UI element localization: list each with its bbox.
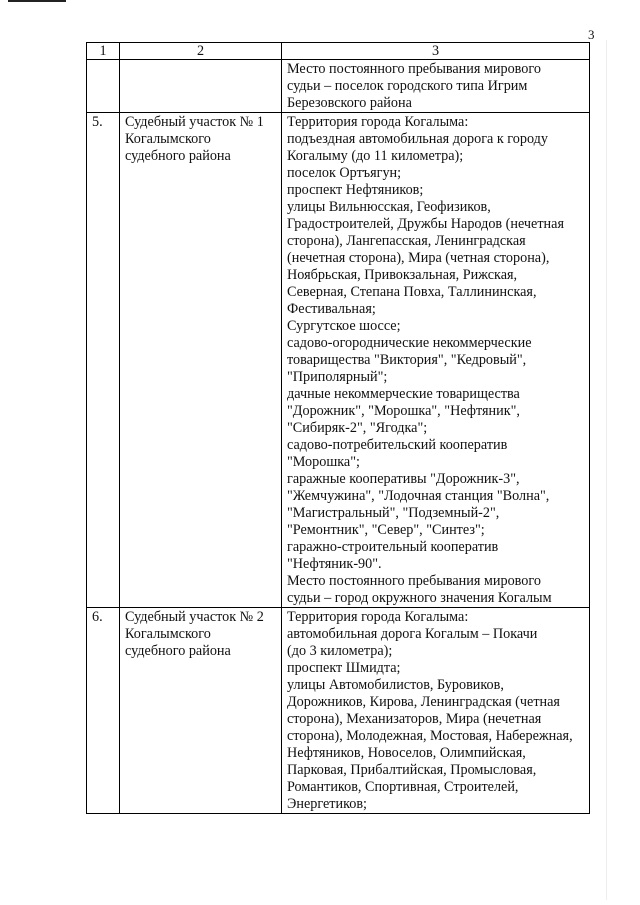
territory-line: "Дорожник", "Морошка", "Нефтяник", (287, 403, 520, 419)
territory-line: Место постоянного пребывания мирового (287, 61, 541, 77)
court-district-cell (120, 608, 282, 814)
territory-line: судьи – поселок городского типа Игрим (287, 78, 528, 94)
court-districts-table (86, 42, 590, 814)
court-district-cell (120, 113, 282, 608)
column-header-3: 3 (282, 43, 590, 60)
territory-line: "Магистральный", "Подземный-2", (287, 505, 500, 521)
territory-line: "Приполярный"; (287, 369, 388, 385)
territory-line: Березовского района (287, 95, 412, 111)
territory-line: Место постоянного пребывания мирового (287, 573, 541, 589)
territory-line: Северная, Степана Повха, Таллининская, (287, 284, 537, 300)
scan-edge-mark (8, 0, 66, 2)
territory-line: садово-огороднические некоммерческие (287, 335, 532, 351)
territory-line: улицы Автомобилистов, Буровиков, (287, 677, 504, 693)
territory-cell (282, 60, 590, 113)
territory-line: проспект Нефтяников; (287, 182, 424, 198)
territory-line: Сургутское шоссе; (287, 318, 401, 334)
territory-line: "Морошка"; (287, 454, 360, 470)
table-row (87, 60, 590, 113)
territory-line: подъездная автомобильная дорога к городу (287, 131, 548, 147)
page-number: 3 (588, 27, 595, 42)
row-number: 5. (87, 113, 120, 608)
territory-line: автомобильная дорога Когалым – Покачи (287, 626, 538, 642)
territory-line: сторона), Молодежная, Мостовая, Набережная, (287, 728, 573, 744)
territory-line: "Сибиряк-2", "Ягодка"; (287, 420, 428, 436)
row-number (87, 60, 120, 113)
court-name-line: Судебный участок № 1 (125, 114, 264, 130)
territory-line: "Ремонтник", "Север", "Синтез"; (287, 522, 485, 538)
territory-line: судьи – город окружного значения Когалым (287, 590, 552, 606)
territory-line: улицы Вильнюсская, Геофизиков, (287, 199, 491, 215)
territory-line: Романтиков, Спортивная, Строителей, (287, 779, 519, 795)
scan-speck (606, 40, 607, 900)
territory-line: дачные некоммерческие товарищества (287, 386, 520, 402)
court-name-line: судебного района (125, 148, 231, 164)
territory-line: Градостроителей, Дружбы Народов (нечетная (287, 216, 564, 232)
territory-cell (282, 113, 590, 608)
court-name-line: Судебный участок № 2 (125, 609, 264, 625)
territory-line: Территория города Когалыма: (287, 609, 469, 625)
column-header-1: 1 (87, 43, 120, 60)
territory-line: Нефтяников, Новоселов, Олимпийская, (287, 745, 526, 761)
territory-line: "Жемчужина", "Лодочная станция "Волна", (287, 488, 550, 504)
territory-cell (282, 608, 590, 814)
column-header-2: 2 (120, 43, 282, 60)
table-row (87, 113, 590, 608)
territory-line: поселок Ортъягун; (287, 165, 402, 181)
table-header-row (87, 43, 590, 60)
court-name-line: судебного района (125, 643, 231, 659)
territory-line: Ноябрьская, Привокзальная, Рижская, (287, 267, 518, 283)
territory-line: Территория города Когалыма: (287, 114, 469, 130)
territory-line: товарищества "Виктория", "Кедровый", (287, 352, 527, 368)
territory-line: проспект Шмидта; (287, 660, 401, 676)
territory-line: гаражные кооперативы "Дорожник-3", (287, 471, 520, 487)
territory-line: (до 3 километра); (287, 643, 393, 659)
court-name-line: Когалымского (125, 131, 211, 147)
row-number: 6. (87, 608, 120, 814)
table-row (87, 608, 590, 814)
territory-line: Парковая, Прибалтийская, Промысловая, (287, 762, 537, 778)
territory-line: (нечетная сторона), Мира (четная сторона), (287, 250, 550, 266)
territory-line: Энергетиков; (287, 796, 367, 812)
territory-line: Дорожников, Кирова, Ленинградская (четная (287, 694, 560, 710)
territory-line: гаражно-строительный кооператив (287, 539, 499, 555)
territory-line: Когалыму (до 11 километра); (287, 148, 464, 164)
territory-line: сторона), Лангепасская, Ленинградская (287, 233, 526, 249)
court-district-cell (120, 60, 282, 113)
territory-line: Фестивальная; (287, 301, 376, 317)
court-name-line: Когалымского (125, 626, 211, 642)
territory-line: сторона), Механизаторов, Мира (нечетная (287, 711, 542, 727)
territory-line: "Нефтяник-90". (287, 556, 382, 572)
territory-line: садово-потребительский кооператив (287, 437, 508, 453)
